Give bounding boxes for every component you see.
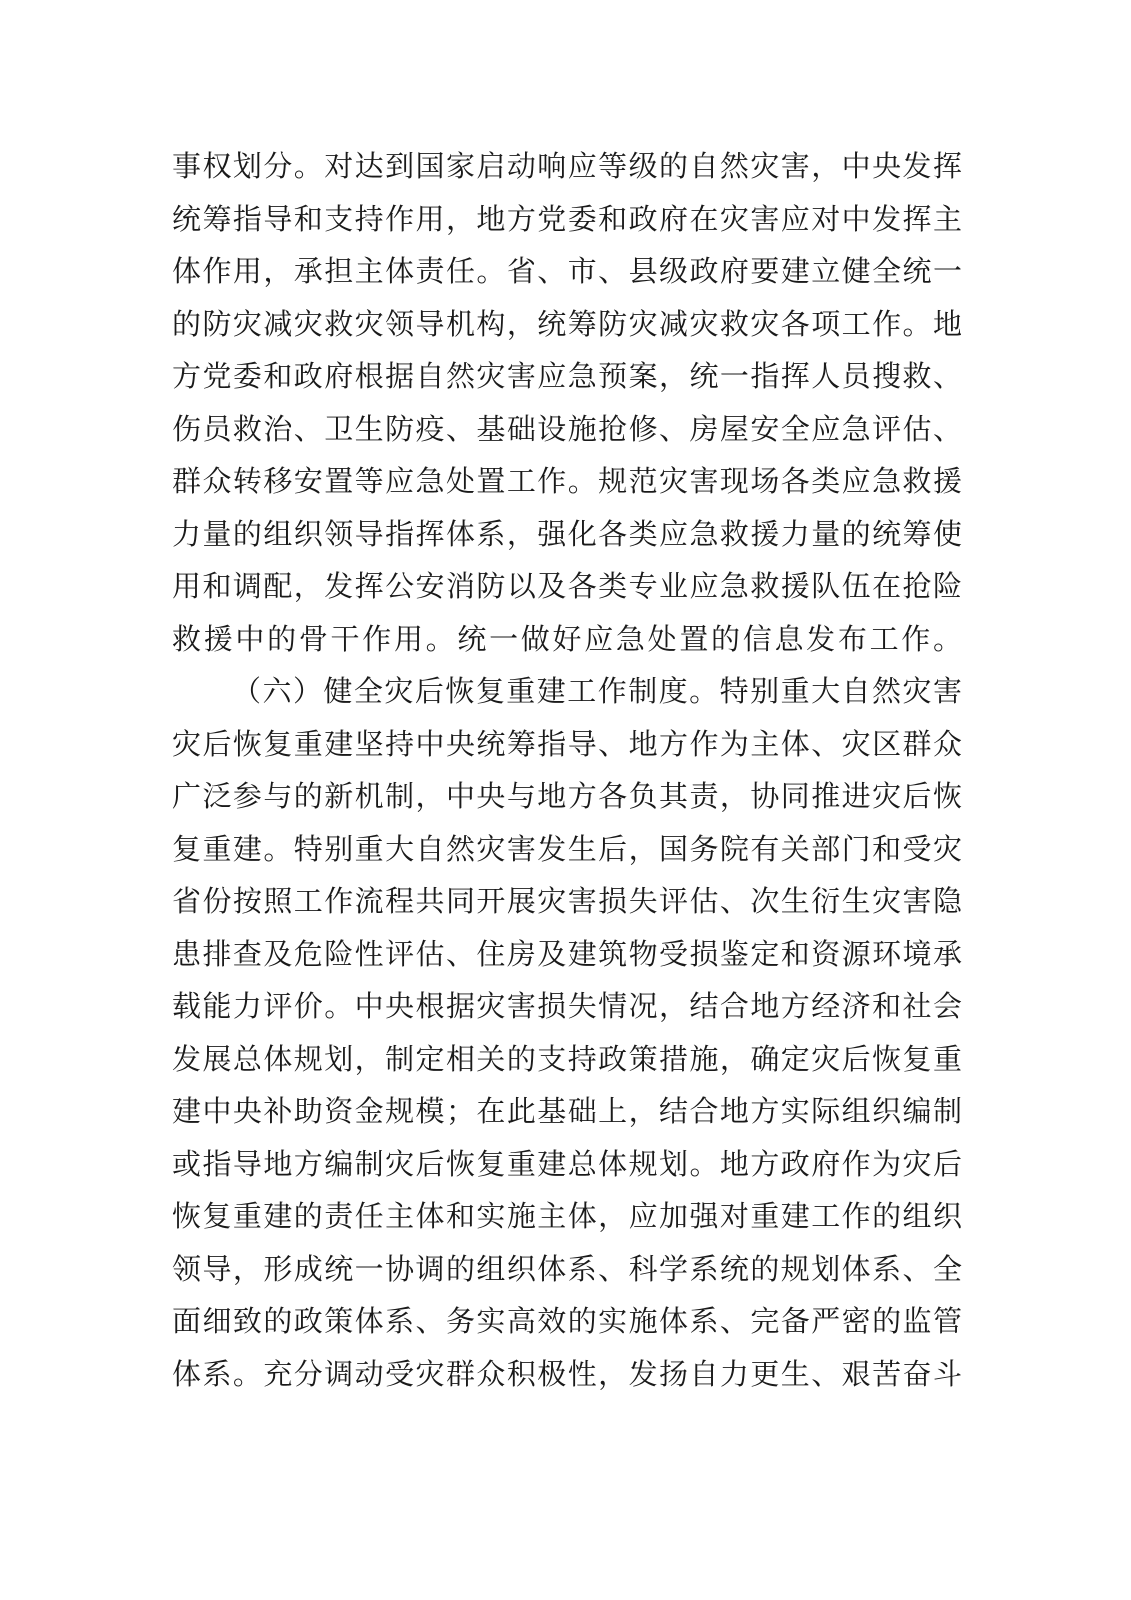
text-line	[172, 1033, 962, 1086]
text-line-content: 统筹指导和支持作用，地方党委和政府在灾害应对中发挥主	[172, 201, 964, 236]
text-line-content: 载能力评价。中央根据灾害损失情况，结合地方经济和社会	[172, 989, 964, 1023]
text-line	[172, 1085, 962, 1138]
text-line-content: 面细致的政策体系、务实高效的实施体系、完备严密的监管	[172, 1304, 964, 1338]
text-line	[172, 823, 962, 876]
text-line	[172, 613, 965, 666]
section-heading: （六）健全灾后恢复重建工作制度。特别重大自然灾害	[232, 674, 964, 708]
section-heading-line	[172, 665, 962, 718]
text-line-content: 发展总体规划，制定相关的支持政策措施，确定灾后恢复重	[172, 1041, 964, 1076]
text-line-content: 复重建。特别重大自然灾害发生后，国务院有关部门和受灾	[172, 831, 964, 866]
text-line-content: 灾后恢复重建坚持中央统筹指导、地方作为主体、灾区群众	[172, 726, 964, 761]
text-line	[172, 560, 962, 613]
text-line	[172, 1190, 962, 1243]
text-line	[172, 193, 962, 246]
text-line	[172, 875, 962, 928]
text-line-content: 救援中的骨干作用。统一做好应急处置的信息发布工作。	[172, 621, 965, 656]
text-line-content: 方党委和政府根据自然灾害应急预案，统一指挥人员搜救、	[172, 359, 964, 393]
text-line-content: 或指导地方编制灾后恢复重建总体规划。地方政府作为灾后	[172, 1146, 964, 1181]
text-line	[172, 140, 962, 193]
text-line	[172, 245, 962, 298]
text-line-content: 事权划分。对达到国家启动响应等级的自然灾害，中央发挥	[172, 149, 964, 183]
text-line-content: 用和调配，发挥公安消防以及各类专业应急救援队伍在抢险	[172, 569, 964, 603]
text-line-content: 恢复重建的责任主体和实施主体，应加强对重建工作的组织	[172, 1199, 964, 1233]
text-line-content: 患排查及危险性评估、住房及建筑物受损鉴定和资源环境承	[172, 936, 964, 971]
text-line	[172, 980, 962, 1033]
text-line	[172, 1243, 962, 1296]
text-line	[172, 350, 962, 403]
text-line	[172, 403, 962, 456]
text-line	[172, 718, 962, 771]
text-line-content: 体系。充分调动受灾群众积极性，发扬自力更生、艰苦奋斗	[172, 1356, 964, 1391]
text-line-content: 省份按照工作流程共同开展灾害损失评估、次生衍生灾害隐	[172, 884, 964, 918]
text-line-content: 广泛参与的新机制，中央与地方各负其责，协同推进灾后恢	[172, 779, 964, 813]
text-line	[172, 770, 962, 823]
text-line	[172, 508, 962, 561]
text-line	[172, 1138, 962, 1191]
text-line-content: 伤员救治、卫生防疫、基础设施抢修、房屋安全应急评估、	[172, 411, 964, 446]
text-line-content: 力量的组织领导指挥体系，强化各类应急救援力量的统筹使	[172, 516, 964, 551]
text-line	[172, 455, 962, 508]
text-line-content: 领导，形成统一协调的组织体系、科学系统的规划体系、全	[172, 1251, 964, 1286]
text-line	[172, 1295, 962, 1348]
text-line-content: 的防灾减灾救灾领导机构，统筹防灾减灾救灾各项工作。地	[172, 306, 964, 341]
text-line	[172, 298, 962, 351]
text-line-content: 建中央补助资金规模；在此基础上，结合地方实际组织编制	[172, 1094, 964, 1128]
text-line	[172, 928, 962, 981]
body-text	[172, 140, 965, 1400]
text-line-content: 群众转移安置等应急处置工作。规范灾害现场各类应急救援	[172, 464, 964, 498]
text-line	[172, 1348, 962, 1401]
text-line-content: 体作用，承担主体责任。省、市、县级政府要建立健全统一	[172, 254, 964, 288]
